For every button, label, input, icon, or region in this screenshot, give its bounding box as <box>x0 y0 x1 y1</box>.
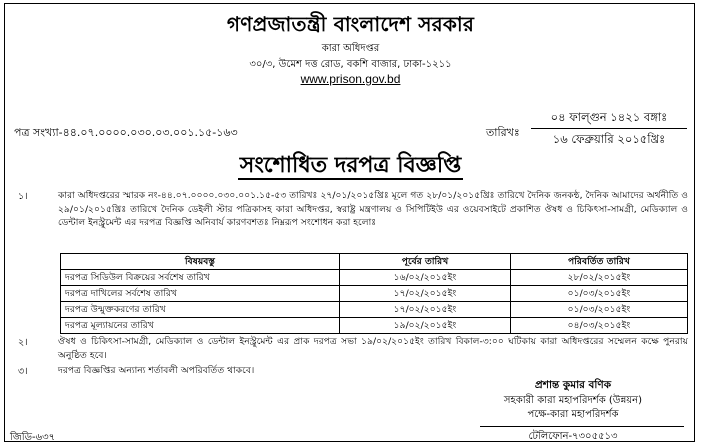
revised-date-cell: ০১/০৩/২০১৫ইং <box>511 302 688 318</box>
notice-title: সংশোধিত দরপত্র বিজ্ঞপ্তি <box>239 153 462 178</box>
subject-cell: দরপত্র উন্মুক্তকরণের তারিখ <box>61 302 340 318</box>
previous-date-cell: ১৯/০২/২০১৫ইং <box>340 318 511 334</box>
table-row <box>61 286 688 302</box>
column-header-subject: বিষয়বস্তু <box>61 254 340 270</box>
signatory-name: প্রশান্ত কুমার বণিক <box>534 379 612 391</box>
revised-date-cell: ০১/০৩/২০১৫ইং <box>511 286 688 302</box>
signature-divider <box>480 426 684 427</box>
government-heading: গণপ্রজাতন্ত্রী বাংলাদেশ সরকার <box>226 12 475 36</box>
previous-date-cell: ১৭/০২/২০১৫ইং <box>340 302 511 318</box>
date-bangla: ০৪ ফাল্গুন ১৪২১ বঙ্গাঃ <box>550 110 668 124</box>
previous-date-cell: ১৭/০২/২০১৫ইং <box>340 286 511 302</box>
date-english: ১৬ ফেব্রুয়ারি ২০১৫খ্রিঃ <box>552 132 666 146</box>
signatory-designation: সহকারী কারা মহাপরিদর্শক (উন্নয়ন) <box>503 395 643 406</box>
item-text: ঔষধ ও চিকিৎসা-সামগ্রী, মেডিক্যাল ও ডেন্টাল ইনস্ট্রুমেন্ট এর প্রাক দরপত্র সভা ১৯/০২/২০১৫ইং তারিখ বিকাল-৩:০০ ঘটিকায় কারা অধিদপ্তরের সম্মেলন কক্ষে পুনরায় অনুষ্ঠিত হবে। <box>58 336 688 361</box>
subject-cell: দরপত্র সিডিউল বিক্রয়ের সর্বশেষ তারিখ <box>61 270 340 286</box>
table-row <box>61 318 688 334</box>
office-name: কারা অধিদপ্তর <box>321 43 380 54</box>
item-text: দরপত্র বিজ্ঞপ্তির অন্যান্য শর্তাবলী অপরিবর্তিত থাকবে। <box>58 365 255 376</box>
office-address: ৩০/৩, উমেশ দত্ত রোড, বকশি বাজার, ঢাকা-১২১১ <box>249 59 452 70</box>
signatory-on-behalf: পক্ষে-কারা মহাপরিদর্শক <box>527 409 619 420</box>
subject-cell: দরপত্র মূল্যায়নের তারিখ <box>61 318 340 334</box>
item-number: ২। <box>18 337 28 348</box>
column-header-previous-date: পূর্বের তারিখ <box>340 254 511 270</box>
revised-date-cell: ০৪/০৩/২০১৫ইং <box>511 318 688 334</box>
website-link[interactable]: www.prison.gov.bd <box>300 72 401 86</box>
gd-number: জিডি-৬৩৭ <box>10 432 56 443</box>
table-row <box>61 302 688 318</box>
date-divider <box>531 128 687 129</box>
item-number: ৩। <box>18 366 28 377</box>
item-text: কারা অধিদপ্তরের স্মারক নং-৪৪.০৭.০০০০.০৩০.০০১.১৫-৫৩ তারিখঃ ২৭/০১/২০১৫খ্রিঃ মূলে গত ২৮/০১/২০১৫খ্রিঃ তারিখে দৈনিক জনকন্ঠ, দৈনিক আমাদের অর্থনীতি ও ২৯/০১/২০১৫খ্রিঃ তারিখে দৈনিক ডেইলী স্টার পত্রিকাসহ কারা অধিদপ্তর, স্বরাষ্ট্র মন্ত্রণালয় ও সিপিটিইউ এর ওয়েবসাইটে প্রকাশিত ঔষধ ও চিকিৎসা-সামগ্রী, মেডিক্যাল ও ডেন্টাল ইনস্ট্রুমেন্ট এর দরপত্র বিজ্ঞপ্তি অনিবার্য কারণবশতঃ নিম্নরূপ সংশোধন করা হলোঃ <box>58 190 688 228</box>
schedule-table <box>60 253 688 334</box>
revised-date-cell: ২৮/০২/২০১৫ইং <box>511 270 688 286</box>
column-header-revised-date: পরিবর্তিত তারিখ <box>511 254 688 270</box>
previous-date-cell: ১৬/০২/২০১৫ইং <box>340 270 511 286</box>
subject-cell: দরপত্র দাখিলের সর্বশেষ তারিখ <box>61 286 340 302</box>
table-header-row <box>61 254 688 270</box>
item-number: ১। <box>18 191 28 202</box>
signatory-phone: টেলিফোন-৭৩০৫৫১৩ <box>528 431 618 442</box>
memo-number: পত্র সংখ্যা-৪৪.০৭.০০০০.০৩০.০৩.০০১.১৫-১৬৩ <box>14 126 238 139</box>
date-label: তারিখঃ <box>486 126 520 139</box>
table-row <box>61 270 688 286</box>
